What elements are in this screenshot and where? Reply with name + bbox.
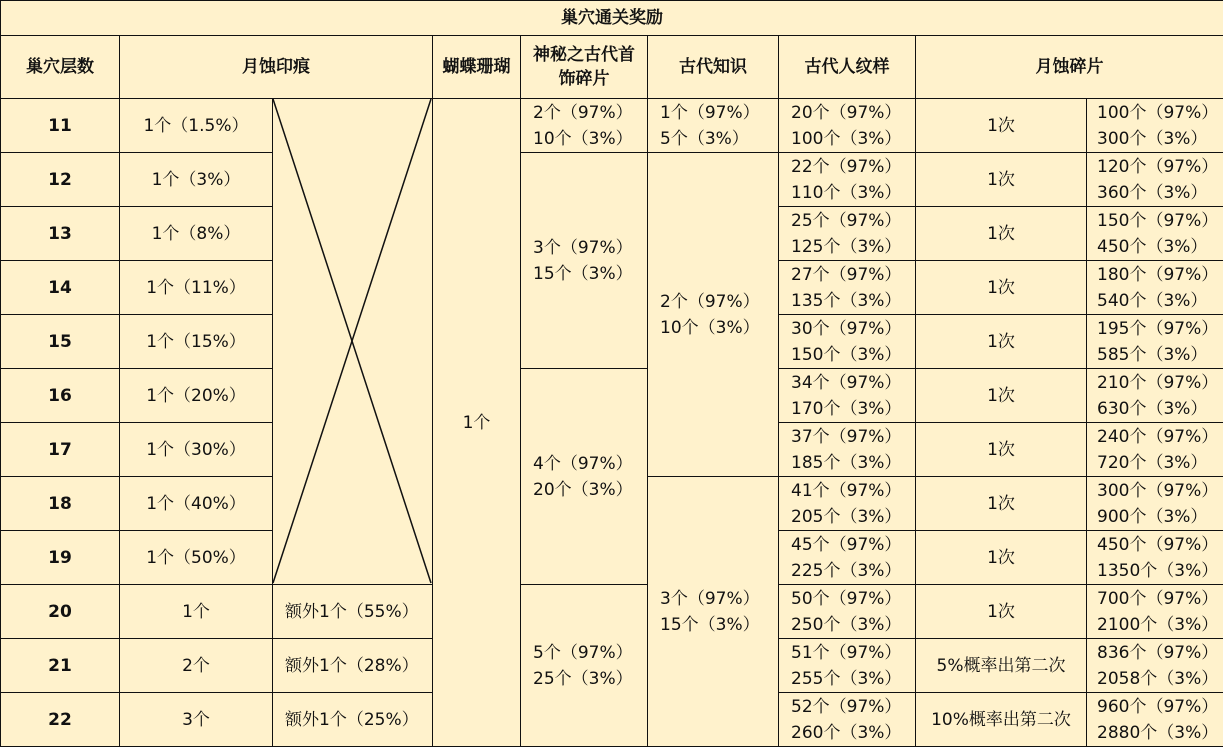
pattern-cell xyxy=(779,693,916,747)
fragment-value-a: 450个（97%） xyxy=(1097,534,1219,555)
fragment-amount-cell xyxy=(1087,639,1223,693)
fragment-value-b: 900个（3%） xyxy=(1097,506,1208,527)
knowledge-value-a: 2个（97%） xyxy=(660,291,760,312)
pattern-value-a: 27个（97%） xyxy=(791,264,902,285)
layer-cell: 18 xyxy=(1,477,120,531)
fragment-amount-cell xyxy=(1087,153,1223,207)
header-moon-fragment: 月蚀碎片 xyxy=(916,36,1223,99)
mystery-value-b: 20个（3%） xyxy=(533,479,633,500)
pattern-value-a: 51个（97%） xyxy=(791,642,902,663)
pattern-value-b: 225个（3%） xyxy=(791,560,902,581)
table-row xyxy=(1,153,1223,207)
moon-mark-cell: 1个（15%） xyxy=(120,315,273,369)
layer-cell: 14 xyxy=(1,261,120,315)
mystery-fragment-cell xyxy=(521,99,648,153)
knowledge-cell xyxy=(648,477,779,747)
pattern-cell xyxy=(779,585,916,639)
pattern-value-a: 37个（97%） xyxy=(791,426,902,447)
crossed-out-cell xyxy=(273,99,433,585)
fragment-value-b: 2880个（3%） xyxy=(1097,722,1219,743)
mystery-value-b: 15个（3%） xyxy=(533,263,633,284)
pattern-value-b: 260个（3%） xyxy=(791,722,902,743)
layer-cell: 12 xyxy=(1,153,120,207)
fragment-times-cell: 1次 xyxy=(916,153,1087,207)
moon-mark-cell: 1个 xyxy=(120,585,273,639)
pattern-value-a: 34个（97%） xyxy=(791,372,902,393)
fragment-value-a: 100个（97%） xyxy=(1097,102,1219,123)
fragment-value-a: 120个（97%） xyxy=(1097,156,1219,177)
knowledge-cell xyxy=(648,99,779,153)
fragment-value-a: 960个（97%） xyxy=(1097,696,1219,717)
table-row xyxy=(1,585,1223,639)
pattern-cell xyxy=(779,477,916,531)
fragment-amount-cell xyxy=(1087,693,1223,747)
fragment-value-b: 585个（3%） xyxy=(1097,344,1208,365)
knowledge-value-b: 10个（3%） xyxy=(660,317,760,338)
pattern-cell xyxy=(779,531,916,585)
fragment-amount-cell xyxy=(1087,585,1223,639)
fragment-value-b: 2058个（3%） xyxy=(1097,668,1219,689)
pattern-value-b: 150个（3%） xyxy=(791,344,902,365)
pattern-value-a: 50个（97%） xyxy=(791,588,902,609)
fragment-amount-cell xyxy=(1087,207,1223,261)
pattern-value-b: 125个（3%） xyxy=(791,236,902,257)
pattern-value-b: 170个（3%） xyxy=(791,398,902,419)
layer-cell: 21 xyxy=(1,639,120,693)
pattern-value-b: 110个（3%） xyxy=(791,182,902,203)
fragment-value-b: 360个（3%） xyxy=(1097,182,1208,203)
layer-cell: 15 xyxy=(1,315,120,369)
fragment-value-a: 300个（97%） xyxy=(1097,480,1219,501)
fragment-value-a: 700个（97%） xyxy=(1097,588,1219,609)
fragment-value-b: 300个（3%） xyxy=(1097,128,1208,149)
fragment-value-b: 1350个（3%） xyxy=(1097,560,1219,581)
fragment-amount-cell xyxy=(1087,531,1223,585)
fragment-value-a: 195个（97%） xyxy=(1097,318,1219,339)
moon-mark-cell: 1个（30%） xyxy=(120,423,273,477)
layer-cell: 22 xyxy=(1,693,120,747)
fragment-times-cell: 1次 xyxy=(916,423,1087,477)
fragment-value-b: 540个（3%） xyxy=(1097,290,1208,311)
pattern-cell xyxy=(779,423,916,477)
fragment-times-cell: 1次 xyxy=(916,531,1087,585)
moon-mark-cell: 1个（20%） xyxy=(120,369,273,423)
fragment-times-cell: 5%概率出第二次 xyxy=(916,639,1087,693)
table-row xyxy=(1,99,1223,153)
pattern-value-a: 41个（97%） xyxy=(791,480,902,501)
header-moon-mark: 月蚀印痕 xyxy=(120,36,433,99)
pattern-value-b: 250个（3%） xyxy=(791,614,902,635)
header-layer: 巢穴层数 xyxy=(1,36,120,99)
header-ancient-knowledge: 古代知识 xyxy=(648,36,779,99)
layer-cell: 16 xyxy=(1,369,120,423)
pattern-value-b: 255个（3%） xyxy=(791,668,902,689)
pattern-cell xyxy=(779,99,916,153)
fragment-times-cell: 1次 xyxy=(916,261,1087,315)
pattern-value-a: 52个（97%） xyxy=(791,696,902,717)
fragment-amount-cell xyxy=(1087,261,1223,315)
fragment-value-a: 240个（97%） xyxy=(1097,426,1219,447)
fragment-amount-cell xyxy=(1087,369,1223,423)
butterfly-coral-cell: 1个 xyxy=(433,99,521,747)
mystery-value-b: 25个（3%） xyxy=(533,668,633,689)
pattern-value-b: 185个（3%） xyxy=(791,452,902,473)
moon-mark-cell: 1个（1.5%） xyxy=(120,99,273,153)
pattern-cell xyxy=(779,639,916,693)
fragment-amount-cell xyxy=(1087,477,1223,531)
fragment-times-cell: 10%概率出第二次 xyxy=(916,693,1087,747)
pattern-value-b: 205个（3%） xyxy=(791,506,902,527)
fragment-times-cell: 1次 xyxy=(916,207,1087,261)
header-ancient-pattern: 古代人纹样 xyxy=(779,36,916,99)
pattern-value-b: 100个（3%） xyxy=(791,128,902,149)
moon-mark-cell: 1个（11%） xyxy=(120,261,273,315)
layer-cell: 13 xyxy=(1,207,120,261)
layer-cell: 19 xyxy=(1,531,120,585)
moon-mark-cell: 1个（50%） xyxy=(120,531,273,585)
header-mystery-fragment xyxy=(521,36,648,99)
pattern-cell xyxy=(779,153,916,207)
moon-mark-extra-cell: 额外1个（55%） xyxy=(273,585,433,639)
pattern-value-a: 25个（97%） xyxy=(791,210,902,231)
knowledge-value-a: 3个（97%） xyxy=(660,588,760,609)
fragment-value-b: 720个（3%） xyxy=(1097,452,1208,473)
pattern-cell xyxy=(779,207,916,261)
layer-cell: 17 xyxy=(1,423,120,477)
layer-cell: 20 xyxy=(1,585,120,639)
table-row xyxy=(1,369,1223,423)
fragment-times-cell: 1次 xyxy=(916,99,1087,153)
fragment-times-cell: 1次 xyxy=(916,369,1087,423)
fragment-value-b: 630个（3%） xyxy=(1097,398,1208,419)
fragment-times-cell: 1次 xyxy=(916,315,1087,369)
fragment-value-a: 210个（97%） xyxy=(1097,372,1219,393)
pattern-value-a: 45个（97%） xyxy=(791,534,902,555)
moon-mark-cell: 2个 xyxy=(120,639,273,693)
fragment-amount-cell xyxy=(1087,99,1223,153)
header-mystery-line2: 饰碎片 xyxy=(558,69,610,89)
mystery-fragment-cell xyxy=(521,585,648,747)
fragment-amount-cell xyxy=(1087,423,1223,477)
moon-mark-extra-cell: 额外1个（28%） xyxy=(273,639,433,693)
knowledge-value-a: 1个（97%） xyxy=(660,102,760,123)
knowledge-value-b: 15个（3%） xyxy=(660,614,760,635)
mystery-value-b: 10个（3%） xyxy=(533,128,633,149)
fragment-value-b: 2100个（3%） xyxy=(1097,614,1219,635)
pattern-cell xyxy=(779,261,916,315)
knowledge-cell xyxy=(648,153,779,477)
mystery-fragment-cell xyxy=(521,369,648,585)
header-mystery-line1: 神秘之古代首 xyxy=(533,45,635,65)
fragment-times-cell: 1次 xyxy=(916,585,1087,639)
layer-cell: 11 xyxy=(1,99,120,153)
mystery-value-a: 3个（97%） xyxy=(533,237,633,258)
fragment-amount-cell xyxy=(1087,315,1223,369)
pattern-value-a: 20个（97%） xyxy=(791,102,902,123)
pattern-value-a: 22个（97%） xyxy=(791,156,902,177)
header-butterfly-coral: 蝴蝶珊瑚 xyxy=(433,36,521,99)
moon-mark-cell: 1个（8%） xyxy=(120,207,273,261)
moon-mark-extra-cell: 额外1个（25%） xyxy=(273,693,433,747)
mystery-value-a: 4个（97%） xyxy=(533,453,633,474)
fragment-times-cell: 1次 xyxy=(916,477,1087,531)
mystery-value-a: 5个（97%） xyxy=(533,642,633,663)
moon-mark-cell: 1个（40%） xyxy=(120,477,273,531)
fragment-value-a: 180个（97%） xyxy=(1097,264,1219,285)
moon-mark-cell: 3个 xyxy=(120,693,273,747)
fragment-value-a: 836个（97%） xyxy=(1097,642,1219,663)
mystery-fragment-cell xyxy=(521,153,648,369)
pattern-cell xyxy=(779,315,916,369)
pattern-value-a: 30个（97%） xyxy=(791,318,902,339)
moon-mark-cell: 1个（3%） xyxy=(120,153,273,207)
table-title: 巢穴通关奖励 xyxy=(1,1,1223,36)
mystery-value-a: 2个（97%） xyxy=(533,102,633,123)
pattern-value-b: 135个（3%） xyxy=(791,290,902,311)
fragment-value-a: 150个（97%） xyxy=(1097,210,1219,231)
fragment-value-b: 450个（3%） xyxy=(1097,236,1208,257)
pattern-cell xyxy=(779,369,916,423)
knowledge-value-b: 5个（3%） xyxy=(660,128,749,149)
